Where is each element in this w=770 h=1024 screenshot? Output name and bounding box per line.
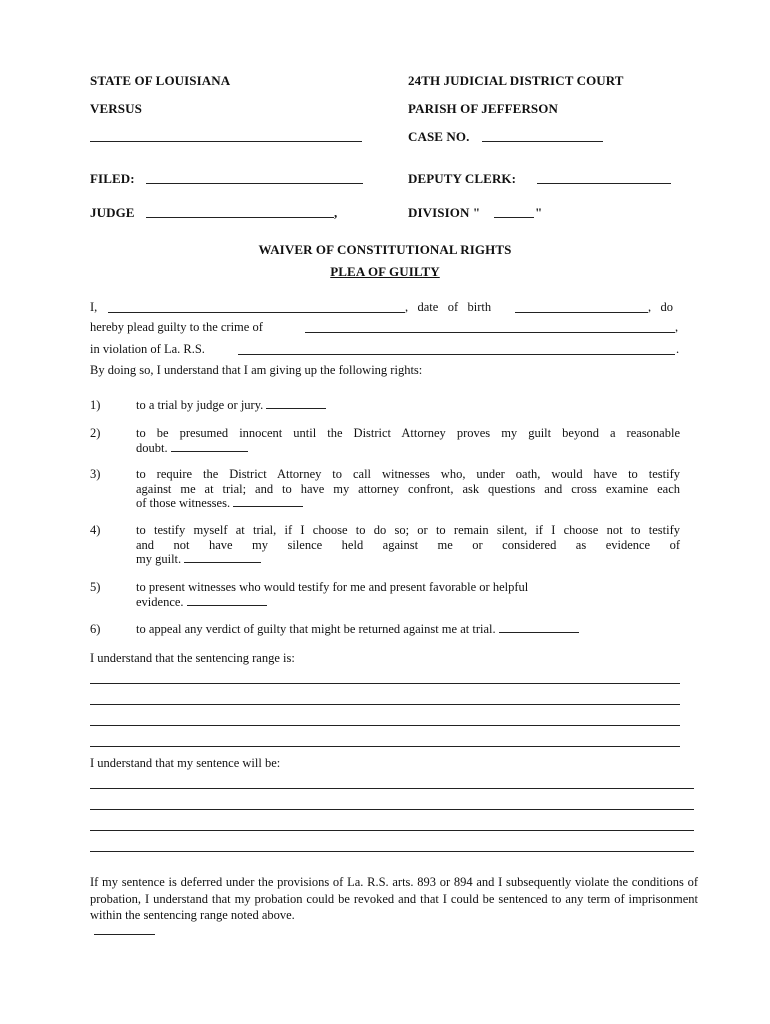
right-text-line: to require the District Attorney to call witnesses who, under oath, would have to testify [136,467,680,481]
sentencing-range-line[interactable] [90,725,680,726]
initial-field[interactable] [266,398,326,409]
initial-field[interactable] [171,441,248,452]
plea-i: I, [90,300,98,314]
right-item [136,467,680,511]
right-item [136,523,680,567]
parish-caption: PARISH OF JEFFERSON [408,101,558,116]
versus-caption: VERSUS [90,101,142,116]
sentencing-range-line[interactable] [90,746,680,747]
division-field[interactable] [494,217,534,218]
right-text-line: to present witnesses who would testify for me and present favorable or helpful [136,580,529,594]
case-no-field[interactable] [482,141,603,142]
filed-label: FILED: [90,171,135,186]
sentence-label: I understand that my sentence will be: [90,756,281,770]
sentence-line[interactable] [90,851,694,852]
right-number: 1) [90,398,101,412]
right-text-line: to be presumed innocent until the District Attorney proves my guilt beyond a reasonable [136,426,680,440]
sentence-line[interactable] [90,809,694,810]
right-item [136,426,680,455]
document-title: WAIVER OF CONSTITUTIONAL RIGHTS [258,242,512,257]
statute-period: . [676,342,680,356]
right-number: 2) [90,426,101,440]
understand-label: By doing so, I understand that I am giving up the following rights: [90,363,423,377]
deputy-clerk-label: DEPUTY CLERK: [408,171,517,186]
initial-field[interactable] [94,934,155,935]
sentencing-range-line[interactable] [90,683,680,684]
initial-field[interactable] [187,595,267,606]
right-text-line: against me at trial; and to have my attorney confront, ask questions and cross examine each [136,481,680,496]
court-caption: 24TH JUDICIAL DISTRICT COURT [408,73,624,88]
right-text-line: doubt. [136,440,168,455]
date-of-birth-label: , date of birth [405,300,492,314]
right-text: to appeal any verdict of guilty that might be returned against me at trial. [136,622,496,636]
date-of-birth-field[interactable] [515,312,648,313]
state-caption: STATE OF LOUISIANA [90,73,231,88]
right-number: 4) [90,523,101,537]
defendant-name-field[interactable] [90,141,362,142]
document-subtitle: PLEA OF GUILTY [330,264,440,279]
right-text-line: evidence. [136,594,184,609]
statute-field[interactable] [238,354,675,355]
crime-comma: , [675,320,679,334]
right-item [136,580,680,609]
right-item [136,398,680,413]
hereby-label: hereby plead guilty to the crime of [90,320,263,334]
case-no-label: CASE NO. [408,129,470,144]
judge-label: JUDGE [90,205,135,220]
sentence-line[interactable] [90,788,694,789]
do-label: , do [648,300,673,314]
sentence-line[interactable] [90,830,694,831]
right-text-line: of those witnesses. [136,496,231,511]
right-number: 5) [90,580,101,594]
division-quote-end: " [535,205,543,220]
initial-field[interactable] [499,622,579,633]
sentencing-range-label: I understand that the sentencing range is: [90,651,295,665]
initial-field[interactable] [233,496,303,507]
judge-comma: , [334,205,338,220]
right-text-line: to testify myself at trial, if I choose to do so; or to remain silent, if I choose not to testify [136,523,680,537]
sentencing-range-line[interactable] [90,704,680,705]
defendant-field[interactable] [108,312,405,313]
deputy-clerk-field[interactable] [537,183,671,184]
judge-field[interactable] [146,217,334,218]
crime-field[interactable] [305,332,675,333]
right-number: 3) [90,467,101,481]
right-text-line: my guilt. [136,552,182,567]
filed-field[interactable] [146,183,363,184]
violation-label: in violation of La. R.S. [90,342,205,356]
right-number: 6) [90,622,101,636]
right-text: to a trial by judge or jury. [136,398,264,412]
division-label: DIVISION " [408,205,481,220]
right-item [136,622,680,637]
deferred-sentence-paragraph: If my sentence is deferred under the provisions of La. R.S. arts. 893 or 894 and I subsequently violate the conditions of probation, I understand that my probation could be revoked and that I could be sentenced to any term of imprisonment within the sentencing range noted above. [90,875,698,922]
initial-field[interactable] [184,552,261,563]
right-text-line: and not have my silence held against me or considered as evidence of [136,537,680,552]
